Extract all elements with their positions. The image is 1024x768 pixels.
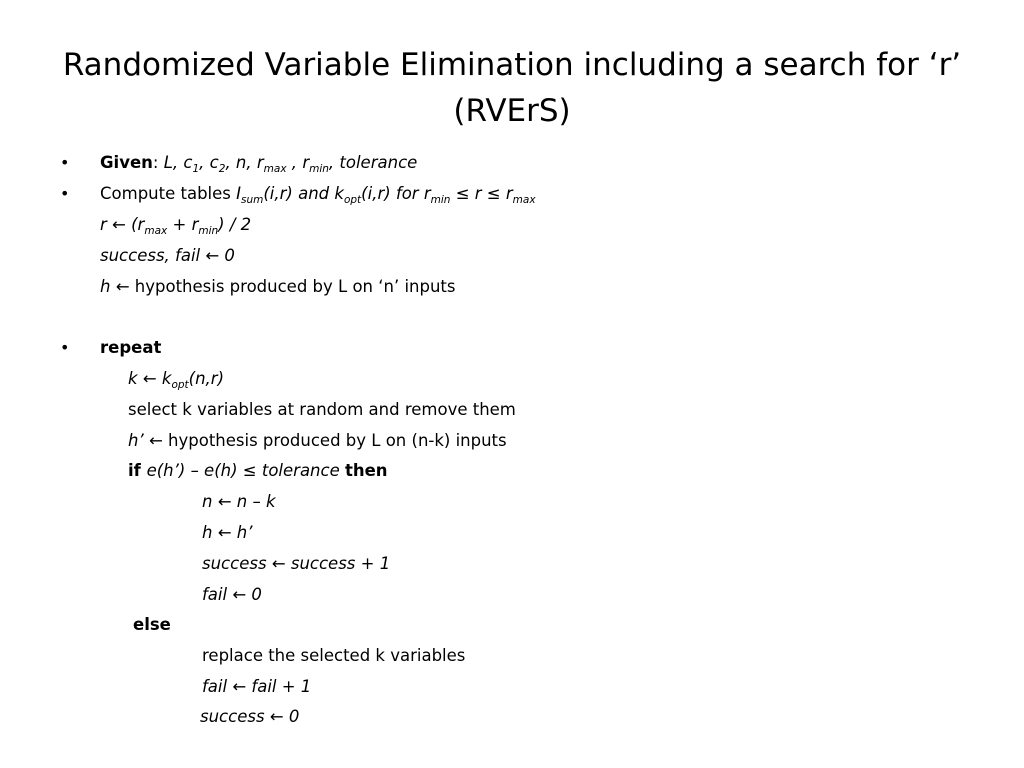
- if-line: [128, 460, 388, 482]
- compute-k: k: [334, 184, 344, 203]
- r-assign-rmax: r: [137, 215, 145, 234]
- h-text: hypothesis produced by L on ‘n’ inputs: [134, 277, 456, 296]
- hprime-text: hypothesis produced by L on (n-k) inputs: [168, 431, 507, 450]
- then-fail-reset: fail ← 0: [202, 585, 262, 604]
- given-colon: :: [152, 153, 159, 172]
- hprime-var: h’: [128, 431, 149, 450]
- bullet-repeat: •: [60, 338, 70, 357]
- repeat-label: repeat: [100, 338, 162, 357]
- compute-text: Compute tables: [100, 184, 237, 203]
- compute-ir2: (i,r): [361, 184, 396, 203]
- r-assign-min-sub: min: [198, 225, 219, 237]
- else-line: [133, 614, 171, 636]
- then-line-2: [202, 522, 252, 544]
- else-keyword: else: [133, 615, 171, 634]
- k-args: (n,r): [188, 369, 225, 388]
- given-rmax: r: [256, 153, 264, 172]
- else-replace: replace the selected k variables: [202, 646, 466, 665]
- else-line-2: [202, 676, 311, 698]
- given-line: Given: L, $c_1$, $c_2$, n, $r_{max}$ , $r_{min}$, tolerance: [100, 153, 418, 175]
- given-c2: c: [209, 153, 219, 172]
- then-success-update: success ← success + 1: [202, 554, 391, 573]
- given-c1: c: [183, 153, 193, 172]
- compute-rmin: r: [423, 184, 431, 203]
- compute-sum-sub: sum: [241, 194, 264, 206]
- else-line-1: [202, 645, 465, 667]
- compute-ir1: (i,r): [263, 184, 299, 203]
- compute-for: for: [395, 184, 424, 203]
- else-line-3: [200, 706, 299, 728]
- then-n-update: n ← n – k: [202, 492, 276, 511]
- bullet-compute: •: [60, 184, 70, 203]
- h-var: h: [100, 277, 116, 296]
- then-line-4: [202, 584, 262, 606]
- given-c1-sub: 1: [192, 163, 200, 175]
- given-rmin: r: [302, 153, 310, 172]
- select-text: select k variables at random and remove them: [128, 400, 516, 419]
- compute-max-sub: max: [512, 194, 536, 206]
- h-arrow: ←: [115, 277, 135, 296]
- if-keyword: if: [128, 461, 147, 480]
- success-fail-line: [100, 245, 235, 267]
- k-line: [128, 368, 224, 390]
- hprime-line: [128, 430, 507, 452]
- r-assign-lhs: r ← (: [100, 215, 138, 234]
- given-n: , n,: [225, 153, 257, 172]
- title-line-1: Randomized Variable Elimination including a search for ‘r’: [62, 47, 962, 83]
- given-c2-sub: 2: [218, 163, 226, 175]
- title-line-2: (RVErS): [453, 93, 571, 129]
- then-line-3: [202, 553, 390, 575]
- success-fail-init: success, fail ← 0: [100, 246, 235, 265]
- compute-min-sub: min: [430, 194, 451, 206]
- else-success-reset: success ← 0: [200, 707, 300, 726]
- given-label: Given: [100, 153, 153, 172]
- r-assign-line: [100, 214, 251, 236]
- compute-ineq: ≤ r ≤: [450, 184, 506, 203]
- given-L: L,: [163, 153, 184, 172]
- given-rmin-sub: min: [309, 163, 329, 175]
- if-condition: e(h’) – e(h) ≤ tolerance: [146, 461, 345, 480]
- compute-and: and: [298, 184, 335, 203]
- select-line: [128, 399, 516, 421]
- r-assign-max-sub: max: [144, 225, 168, 237]
- k-kopt: k: [161, 369, 172, 388]
- repeat-line: [100, 337, 161, 359]
- slide-title: [60, 42, 964, 134]
- then-line-1: [202, 491, 276, 513]
- compute-I: I: [236, 184, 241, 203]
- k-opt-sub: opt: [171, 379, 189, 391]
- compute-rmax: r: [505, 184, 513, 203]
- given-rmax-sub: max: [263, 163, 287, 175]
- r-assign-plus: +: [167, 215, 192, 234]
- else-fail-update: fail ← fail + 1: [202, 677, 312, 696]
- k-lhs: k ←: [128, 369, 162, 388]
- h-line: [100, 276, 455, 298]
- compute-opt-sub: opt: [343, 194, 362, 206]
- bullet-given: •: [60, 153, 70, 172]
- then-keyword: then: [344, 461, 388, 480]
- then-h-update: h ← h’: [202, 523, 253, 542]
- hprime-arrow: ←: [148, 431, 169, 450]
- r-assign-rmin: r: [191, 215, 199, 234]
- compute-line: [100, 183, 536, 205]
- given-tolerance: , tolerance: [328, 153, 418, 172]
- r-assign-rest: ) / 2: [218, 215, 252, 234]
